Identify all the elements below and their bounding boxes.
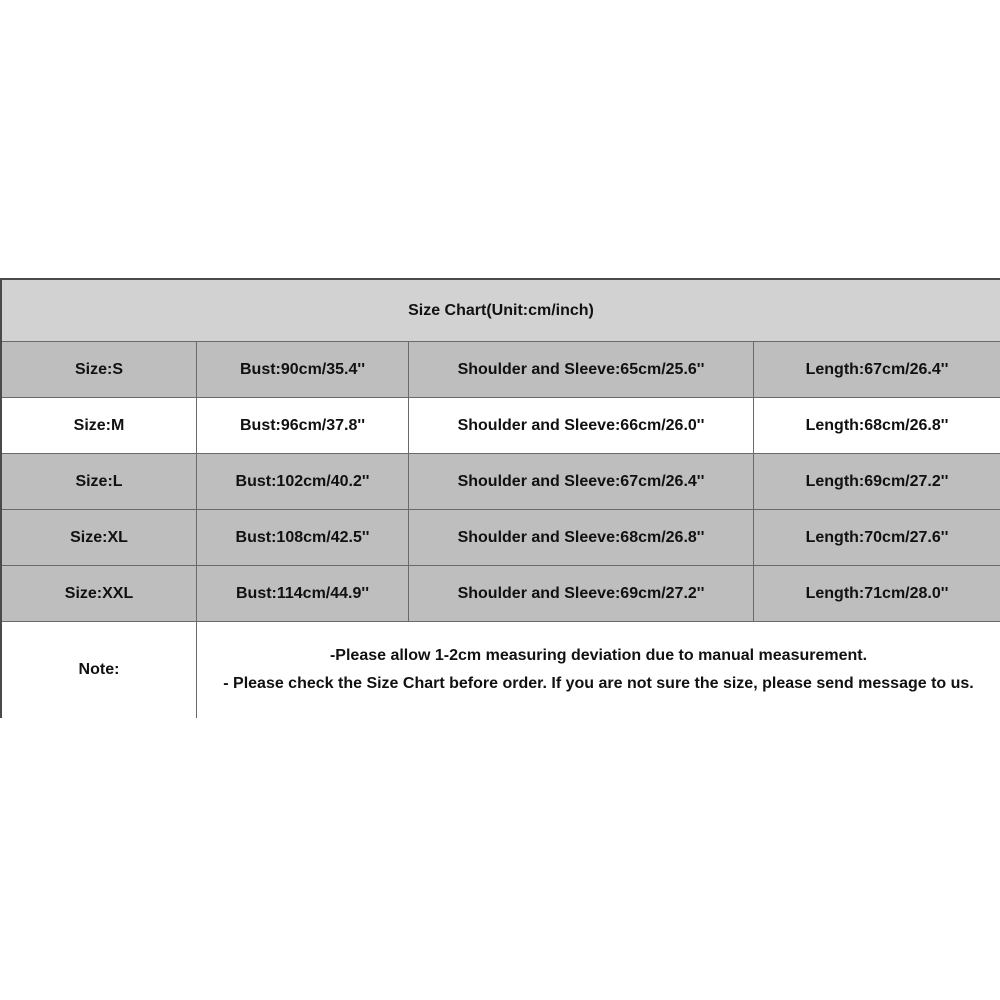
note-row <box>2 622 1000 718</box>
table-row-size-xl <box>2 510 1000 566</box>
table-row-size-m <box>2 398 1000 454</box>
table-row-size-xxl <box>2 566 1000 622</box>
bust-cell: Bust:102cm/40.2'' <box>197 454 409 509</box>
shoulder-sleeve-cell: Shoulder and Sleeve:68cm/26.8'' <box>409 510 754 565</box>
shoulder-sleeve-cell: Shoulder and Sleeve:65cm/25.6'' <box>409 342 754 397</box>
shoulder-sleeve-cell: Shoulder and Sleeve:69cm/27.2'' <box>409 566 754 621</box>
shoulder-sleeve-cell: Shoulder and Sleeve:67cm/26.4'' <box>409 454 754 509</box>
note-line-measuring-deviation: -Please allow 1-2cm measuring deviation due to manual measurement. <box>329 647 868 664</box>
bust-cell: Bust:114cm/44.9'' <box>197 566 409 621</box>
size-cell: Size:M <box>2 398 197 453</box>
note-label: Note: <box>2 622 197 718</box>
note-line-check-size-chart: - Please check the Size Chart before order. If you are not sure the size, please send message to us. <box>223 675 974 692</box>
bust-cell: Bust:90cm/35.4'' <box>197 342 409 397</box>
size-chart-title-row <box>2 280 1000 342</box>
length-cell: Length:68cm/26.8'' <box>805 416 949 434</box>
size-cell: Size:S <box>2 342 197 397</box>
note-body <box>197 622 1000 718</box>
table-row-size-l <box>2 454 1000 510</box>
bust-cell: Bust:108cm/42.5'' <box>197 510 409 565</box>
length-cell: Length:71cm/28.0'' <box>805 584 949 602</box>
length-cell: Length:69cm/27.2'' <box>805 472 949 490</box>
bust-cell: Bust:96cm/37.8'' <box>197 398 409 453</box>
size-cell: Size:XL <box>2 510 197 565</box>
shoulder-sleeve-cell: Shoulder and Sleeve:66cm/26.0'' <box>409 398 754 453</box>
length-cell: Length:70cm/27.6'' <box>805 528 949 546</box>
size-cell: Size:XXL <box>2 566 197 621</box>
size-chart-title: Size Chart(Unit:cm/inch) <box>408 301 594 319</box>
size-chart-table <box>0 278 1000 718</box>
table-row-size-s <box>2 342 1000 398</box>
size-cell: Size:L <box>2 454 197 509</box>
length-cell: Length:67cm/26.4'' <box>805 360 949 378</box>
